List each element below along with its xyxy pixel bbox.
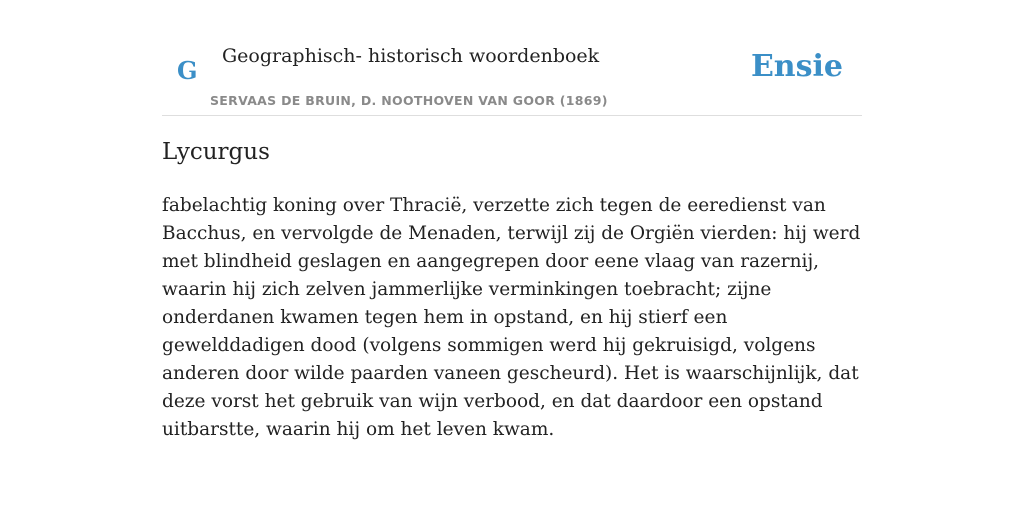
entry-body: fabelachtig koning over Thracië, verzette zich tegen de eeredienst van Bacchus, en vervolgde de Menaden, terwijl zij de Orgiën vierden: hij werd met blindheid geslagen en aangegrepen door eene vlaag van razernij, waarin hij zich zelven jammerlijke verminkingen toebracht; zijne onderdanen kwamen tegen hem in opstand, en hij stierf een gewelddadigen dood (volgens sommigen werd hij gekruisigd, volgens anderen door wilde paarden vaneen gescheurd). Het is waarschijnlijk, dat deze vorst het gebruik van wijn verbood, en dat daardoor een opstand uitbarstte, waarin hij om het leven kwam. [162, 195, 861, 440]
book-author: SERVAAS DE BRUIN, D. NOOTHOVEN VAN GOOR (1869) [210, 93, 608, 108]
ensie-logo-link[interactable]: Ensie [750, 49, 843, 84]
page [162, 0, 862, 440]
book-letter-icon: G [177, 56, 198, 85]
entry-title: Lycurgus [162, 139, 270, 165]
book-header [162, 0, 862, 116]
book-title[interactable]: Geographisch- historisch woordenboek [222, 45, 600, 67]
